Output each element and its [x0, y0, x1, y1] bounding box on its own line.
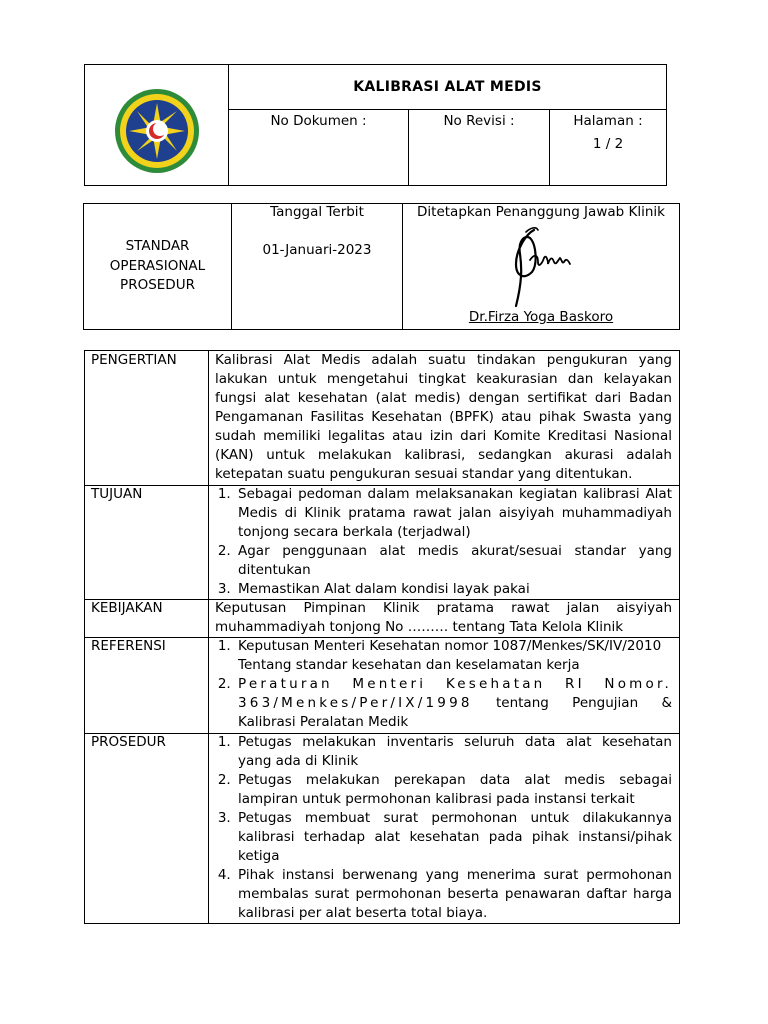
list-item: 3. Petugas membuat surat permohonan untuk dilakukannya kalibrasi terhadap alat kesehatan pada pihak instansi/pihak ketiga: [235, 809, 672, 866]
signer-name: Dr.Firza Yoga Baskoro: [468, 309, 614, 325]
row-tujuan: [85, 485, 679, 600]
list-item: 2. Petugas melakukan perekapan data alat medis sebagai lampiran untuk permohonan kalibrasi pada instansi terkait: [235, 771, 672, 809]
row-referensi: [85, 637, 679, 734]
label-pengertian: PENGERTIAN: [85, 351, 209, 485]
issue-date-value: 01-Januari-2023: [262, 242, 372, 258]
list-item: [235, 675, 672, 732]
doc-number-label: No Dokumen :: [270, 113, 367, 129]
logo-cell: [85, 65, 229, 185]
sop-info-table: [83, 203, 680, 330]
issue-date-label: Tanggal Terbit: [270, 204, 364, 220]
signature-icon: [486, 224, 596, 310]
list-referensi: [209, 637, 679, 732]
approval-cell: [403, 204, 679, 329]
sop-title-line1: STANDAR: [125, 238, 190, 255]
page-cell: [550, 110, 666, 185]
procedure-content-table: [84, 350, 680, 924]
list-item: 1. Petugas melakukan inventaris seluruh data alat kesehatan yang ada di Klinik: [235, 733, 672, 771]
organization-logo-icon: [85, 65, 229, 185]
page-label: Halaman :: [573, 113, 643, 129]
sop-title-line3: PROSEDUR: [120, 277, 195, 294]
label-tujuan: TUJUAN: [85, 485, 209, 599]
label-prosedur: PROSEDUR: [85, 733, 209, 923]
list-item: 1. Keputusan Menteri Kesehatan nomor 1087/Menkes/SK/IV/2010 Tentang standar kesehatan dan keselamatan kerja: [235, 637, 672, 675]
list-item: 3. Memastikan Alat dalam kondisi layak pakai: [235, 580, 672, 599]
regulation-reference: Peraturan Menteri Kesehatan RI Nomor. 363/Menkes/Per/IX/1998: [238, 676, 672, 711]
label-kebijakan: KEBIJAKAN: [85, 599, 209, 637]
issue-date-cell: [232, 204, 403, 329]
regulation-subject: tentang Pengujian & Kalibrasi Peralatan Medik: [238, 695, 672, 730]
revision-cell: [409, 110, 550, 185]
text-kebijakan: Keputusan Pimpinan Klinik pratama rawat jalan aisyiyah muhammadiyah tonjong No ……… tentang Tata Kelola Klinik: [215, 600, 672, 635]
list-item: 4. Pihak instansi berwenang yang menerima surat permohonan membalas surat permohonan beserta penawaran daftar harga kalibrasi per alat beserta total biaya.: [235, 866, 672, 923]
text-pengertian: Kalibrasi Alat Medis adalah suatu tindakan pengukuran yang lakukan untuk mengetahui tingkat keakurasian dan kelayakan fungsi alat kesehatan (alat medis) dengan sertifikat dari Badan Pengamanan Fasilitas Kesehatan (BPFK) atau pihak Swasta yang sudah memiliki legalitas atau izin dari Komite Kreditasi Nasional (KAN) untuk melakukan kalibrasi, sedangkan akurasi adalah ketepatan suatu pengukuran sesuai standar yang ditentukan.: [215, 352, 672, 482]
list-item: 2. Agar penggunaan alat medis akurat/sesuai standar yang ditentukan: [235, 542, 672, 580]
list-tujuan: [209, 485, 679, 599]
row-pengertian: [85, 351, 679, 486]
row-prosedur: [85, 733, 679, 923]
revision-label: No Revisi :: [443, 113, 515, 129]
row-kebijakan: [85, 599, 679, 638]
sop-title-line2: OPERASIONAL: [109, 257, 206, 274]
label-referensi: REFERENSI: [85, 637, 209, 733]
doc-number-cell: [229, 110, 409, 185]
document-title: KALIBRASI ALAT MEDIS: [229, 65, 666, 110]
sop-title-cell: [84, 204, 232, 329]
page-value: 1 / 2: [592, 136, 624, 152]
approval-label: Ditetapkan Penanggung Jawab Klinik: [417, 204, 665, 220]
list-prosedur: [209, 733, 679, 923]
document-header-table: [84, 64, 667, 186]
list-item: 1. Sebagai pedoman dalam melaksanakan kegiatan kalibrasi Alat Medis di Klinik pratama rawat jalan aisyiyah muhammadiyah tonjong secara berkala (terjadwal): [235, 485, 672, 542]
